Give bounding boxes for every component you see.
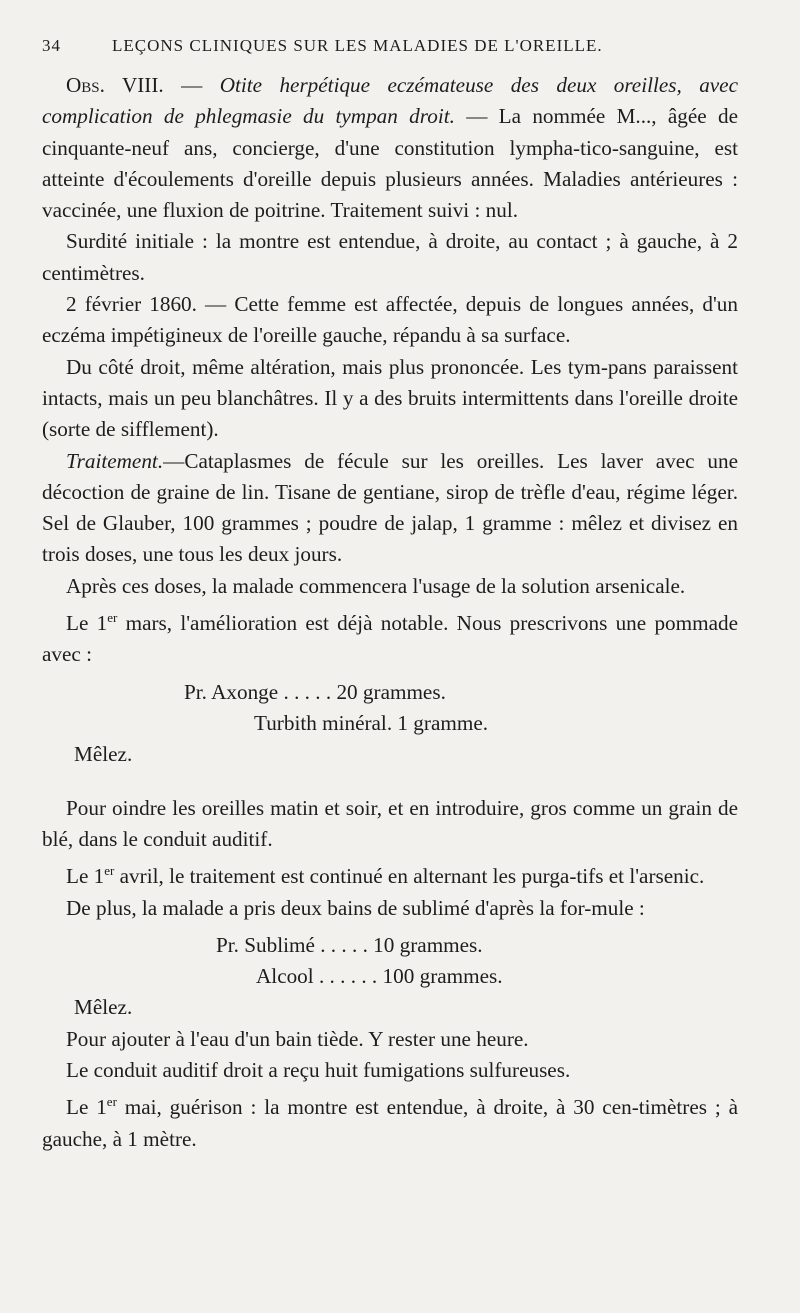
formula-bain (42, 930, 738, 993)
paragraph-apres-doses: Après ces doses, la malade commencera l'usage de la solution arsenicale. (66, 573, 686, 598)
mai-pre: Le 1 (66, 1095, 107, 1120)
paragraph-bain-tiede: Pour ajouter à l'eau d'un bain tiède. Y rester une heure. (66, 1026, 529, 1051)
page-number: 34 (42, 36, 61, 55)
melez-label: Mêlez. (74, 742, 133, 767)
paragraph-bains: De plus, la malade a pris deux bains de sublimé d'après la for-mule : (66, 895, 645, 920)
melez-label: Mêlez. (74, 995, 133, 1020)
paragraph-mai (42, 1086, 738, 1155)
observation-heading-paragraph (42, 70, 738, 226)
formula-line: Pr. Axonge . . . . . 20 grammes. (184, 679, 446, 704)
obs-title: Otite herpétique eczémateuse des deux oreilles, avec complication de phlegmasie du tympan droit. (42, 73, 738, 129)
paragraph-oindre: Pour oindre les oreilles matin et soir, et en introduire, gros comme un grain de blé, dans le conduit auditif. (42, 795, 738, 851)
paragraph-traitement (42, 446, 738, 571)
paragraph-surdite: Surdité initiale : la montre est entendue, à droite, au contact ; à gauche, à 2 centimètres. (42, 229, 738, 285)
paragraph-fevrier: 2 février 1860. — Cette femme est affectée, depuis de longues années, d'un eczéma impétigineux de l'oreille gauche, répandu à sa surface. (42, 292, 738, 348)
running-title: LEÇONS CLINIQUES SUR LES MALADIES DE L'OREILLE. (112, 36, 603, 55)
body-text (42, 70, 738, 671)
spacer (42, 771, 738, 793)
formula-pommade (42, 677, 738, 740)
body-text-2 (42, 793, 738, 924)
mai-post: mai, guérison : la montre est entendue, à droite, à 30 cen-timètres ; à gauche, à 1 mètre. (42, 1095, 738, 1151)
avril-pre: Le 1 (66, 864, 105, 889)
traitement-text: —Cataplasmes de fécule sur les oreilles. Les laver avec une décoction de graine de lin. Tisane de gentiane, sirop de trèfle d'eau, régime léger. Sel de Glauber, 100 grammes ; poudre de jalap, 1 gramme : mêlez et divisez en trois doses, une tous les deux jours. (42, 448, 738, 567)
traitement-label: Traitement. (66, 448, 164, 473)
paragraph-fumigations: Le conduit auditif droit a reçu huit fumigations sulfureuses. (66, 1058, 571, 1083)
paragraph-cote-droit: Du côté droit, même altération, mais plus prononcée. Les tym-pans paraissent intacts, mais un peu blanchâtres. Il y a des bruits intermittents dans l'oreille droite (sorte de sifflement). (42, 354, 738, 442)
body-text-3 (42, 1024, 738, 1155)
running-head (42, 36, 738, 70)
formula-line: Pr. Sublimé . . . . . 10 grammes. (216, 932, 483, 957)
obs-label: Obs. VIII. (66, 73, 164, 97)
formula-line: Alcool . . . . . . 100 grammes. (256, 964, 503, 989)
avril-sup: er (104, 863, 115, 879)
mars-sup: er (107, 610, 118, 626)
mars-post: mars, l'amélioration est déjà notable. Nous prescrivons une pommade avec : (42, 611, 738, 667)
mars-pre: Le 1 (66, 611, 108, 636)
avril-post: avril, le traitement est continué en alternant les purga-tifs et l'arsenic. (114, 864, 705, 889)
paragraph-mars (42, 602, 738, 671)
obs-intro: — La nommée M..., âgée de cinquante-neuf ans, concierge, d'une constitution lympha-tico-sanguine, est atteinte d'écoulements d'oreille depuis plusieurs années. Maladies antérieures : vaccinée, une fluxion de poitrine. Traitement suivi : nul. (42, 104, 738, 223)
mai-sup: er (106, 1094, 117, 1110)
formula-line: Turbith minéral. 1 gramme. (254, 711, 489, 735)
paragraph-avril (42, 855, 738, 892)
obs-dash: — (163, 73, 220, 97)
